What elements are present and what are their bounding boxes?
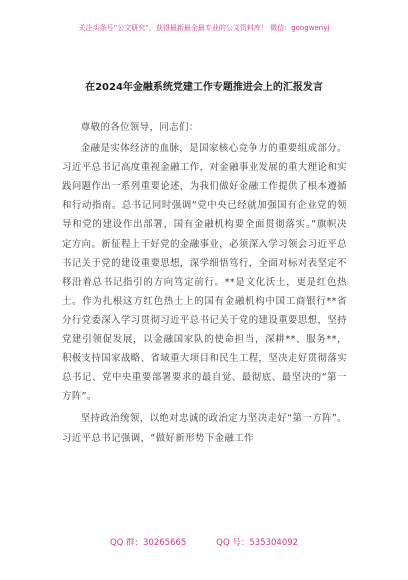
salutation: 尊敬的各位领导，同志们：: [80, 122, 199, 133]
document-title: 在2024年金融系统党建工作专题推进会上的汇报发言: [85, 82, 323, 93]
qq-group-number: QQ 群：30265665: [109, 538, 187, 548]
contact-footer: [0, 536, 408, 548]
body-paragraph: 金融是实体经济的血脉，是国家核心竞争力的重要组成部分。习近平总书记高度重视金融工作，对金融事业发展的重大理论和实践问题作出一系列重要论述，为我们做好金融工作提供了根本遵循和行动指南。总书记同时强调“党中央已经就加强国有企业党的领导和党的建设作出部署，国有金融机构要全面贯彻落实。”旗帜决定方向。新征程上干好党的金融事业，必须深入学习领会习近平总书记关于党的建设重要思想，深学细悟笃行，全面对标对表坚定不移沿着总书记指引的方向笃定前行。**是文化沃土，更是红色热土。作为扎根这方红色热土上的国有金融机构中国工商银行**省分行党委深入学习贯彻习近平总书记关于党的建设重要思想，坚持党建引领促发展，以金融国家队的使命担当，深耕**、服务**，积极支持国家战略、省域重大项目和民生工程，坚决走好贯彻落实总书记、党中央重要部署要求的最自觉、最彻底、最坚决的“第一方阵”。: [62, 143, 347, 403]
promo-banner: 关注头条号“公文研究”，获得最新最全最专业的公文资料库！ 微信：gongwenyj: [78, 24, 330, 32]
body-paragraph: 坚持政治统领，以绝对忠诚的政治定力坚决走好“第一方阵”。习近平总书记强调，“做好新形势下金融工作: [62, 413, 347, 444]
document-body: [62, 118, 347, 448]
qq-account-number: QQ 号：535304092: [216, 538, 299, 548]
